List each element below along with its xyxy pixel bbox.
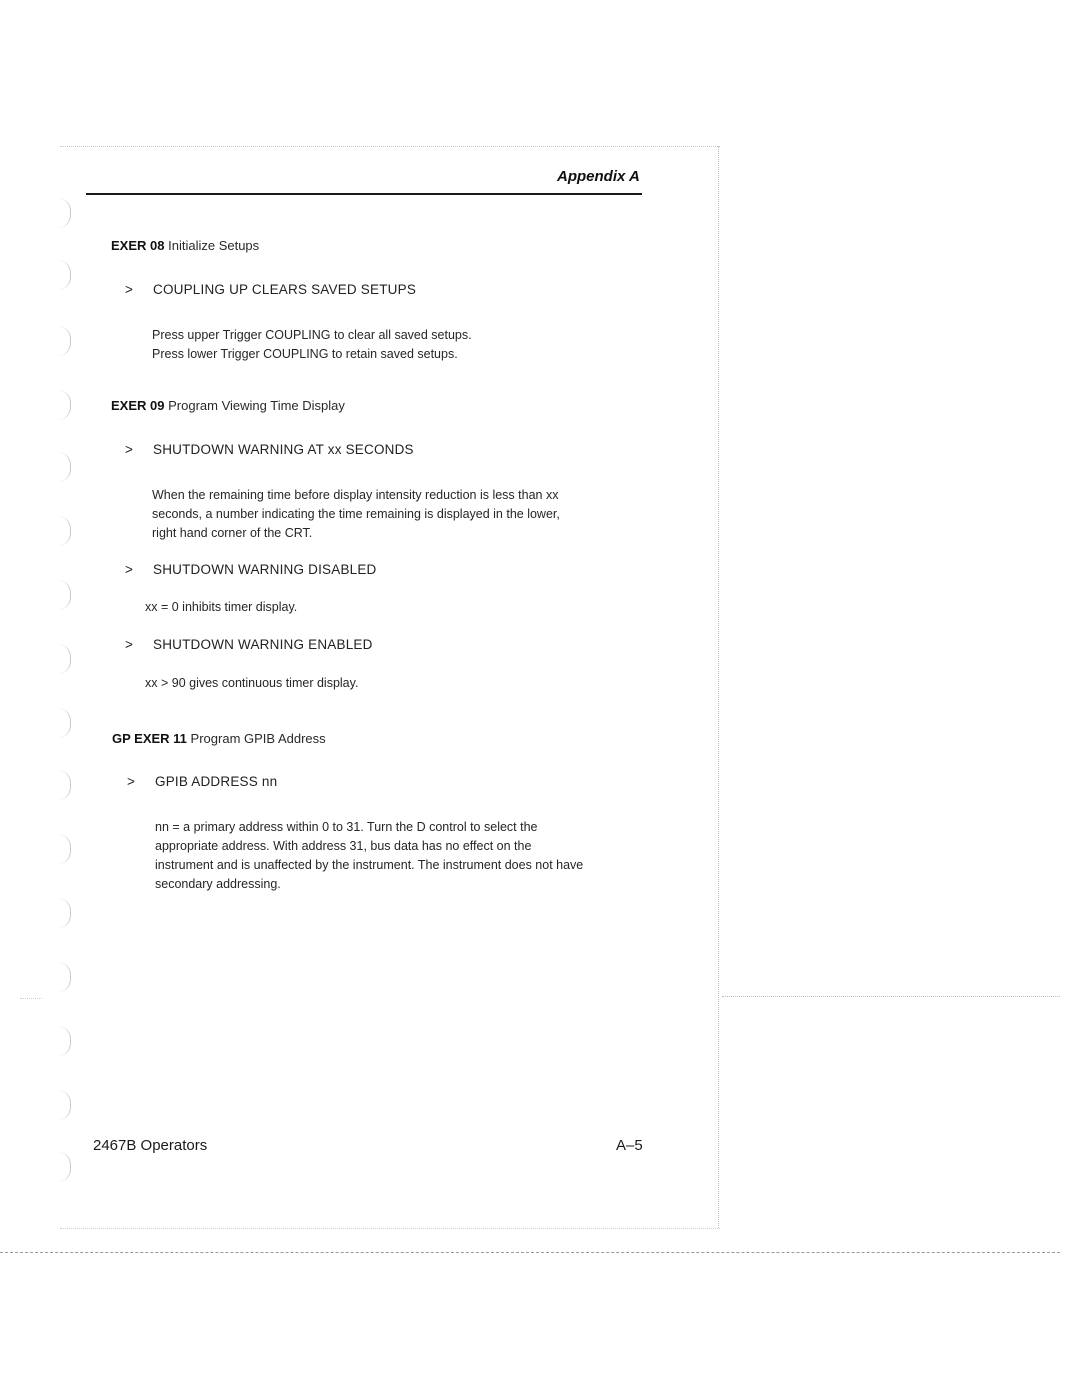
exer-11-name: Program GPIB Address bbox=[190, 731, 326, 746]
binder-hole bbox=[58, 198, 71, 228]
binder-hole bbox=[58, 770, 71, 800]
scan-line bbox=[0, 1252, 1060, 1253]
binder-hole bbox=[58, 898, 71, 928]
exer-09-prompt-1 bbox=[125, 442, 414, 457]
exer-09-prompt-3 bbox=[125, 637, 373, 652]
prompt-marker: > bbox=[127, 774, 136, 789]
binder-hole bbox=[58, 962, 71, 992]
binder-hole bbox=[58, 452, 71, 482]
exer-08-code: EXER 08 bbox=[111, 238, 165, 253]
exer-09-line: When the remaining time before display intensity reduction is less than xx bbox=[152, 488, 559, 502]
scan-side-line bbox=[722, 996, 1060, 997]
exer-08-prompt-text: COUPLING UP CLEARS SAVED SETUPS bbox=[153, 282, 417, 297]
prompt-marker: > bbox=[125, 637, 134, 652]
scan-left-stub bbox=[20, 998, 42, 999]
prompt-marker: > bbox=[125, 562, 134, 577]
exer-09-prompt-2-text: SHUTDOWN WARNING DISABLED bbox=[153, 562, 377, 577]
exer-08-line: Press lower Trigger COUPLING to retain saved setups. bbox=[152, 347, 458, 361]
binder-hole bbox=[58, 1152, 71, 1182]
binder-hole bbox=[58, 1026, 71, 1056]
binder-hole bbox=[58, 708, 71, 738]
page-header-title: Appendix A bbox=[557, 168, 640, 185]
exer-11-line: nn = a primary address within 0 to 31. Turn the D control to select the bbox=[155, 820, 538, 834]
header-rule bbox=[86, 193, 642, 195]
exer-09-prompt-1-text: SHUTDOWN WARNING AT xx SECONDS bbox=[153, 442, 414, 457]
binder-hole bbox=[58, 516, 71, 546]
binder-hole bbox=[58, 834, 71, 864]
footer-manual-name: 2467B Operators bbox=[93, 1137, 208, 1154]
binder-hole bbox=[58, 326, 71, 356]
exer-09-description-1 bbox=[152, 486, 560, 543]
binder-hole bbox=[58, 1090, 71, 1120]
binder-hole bbox=[58, 260, 71, 290]
binder-hole bbox=[58, 390, 71, 420]
prompt-marker: > bbox=[125, 282, 134, 297]
exer-08-name: Initialize Setups bbox=[168, 238, 260, 253]
exer-09-prompt-2 bbox=[125, 562, 377, 577]
exer-09-description-2: xx = 0 inhibits timer display. bbox=[145, 600, 298, 614]
scan-edge-top bbox=[60, 146, 720, 147]
scan-edge-bottom bbox=[60, 1228, 720, 1229]
exer-08-line: Press upper Trigger COUPLING to clear all saved setups. bbox=[152, 328, 472, 342]
exer-08-description bbox=[152, 326, 472, 364]
exer-11-line: secondary addressing. bbox=[155, 877, 281, 891]
prompt-marker: > bbox=[125, 442, 134, 457]
exer-11-heading bbox=[112, 731, 326, 746]
exer-09-line: seconds, a number indicating the time remaining is displayed in the lower, bbox=[152, 507, 560, 521]
exer-11-line: instrument and is unaffected by the instrument. The instrument does not have bbox=[155, 858, 584, 872]
binder-hole bbox=[58, 580, 71, 610]
exer-09-code: EXER 09 bbox=[111, 398, 165, 413]
footer-page-number: A–5 bbox=[616, 1137, 643, 1154]
exer-09-prompt-3-text: SHUTDOWN WARNING ENABLED bbox=[153, 637, 373, 652]
exer-08-prompt bbox=[125, 282, 416, 297]
exer-11-prompt bbox=[127, 774, 277, 789]
exer-11-line: appropriate address. With address 31, bus data has no effect on the bbox=[155, 839, 532, 853]
exer-11-description bbox=[155, 818, 583, 894]
exer-11-code: GP EXER 11 bbox=[112, 731, 187, 746]
exer-09-line: right hand corner of the CRT. bbox=[152, 526, 313, 540]
exer-11-prompt-text: GPIB ADDRESS nn bbox=[155, 774, 278, 789]
exer-09-description-3: xx > 90 gives continuous timer display. bbox=[145, 676, 359, 690]
page-edge-right bbox=[718, 146, 719, 1228]
exer-08-heading bbox=[111, 238, 259, 253]
exer-09-name: Program Viewing Time Display bbox=[168, 398, 345, 413]
exer-09-heading bbox=[111, 398, 345, 413]
binder-hole bbox=[58, 644, 71, 674]
